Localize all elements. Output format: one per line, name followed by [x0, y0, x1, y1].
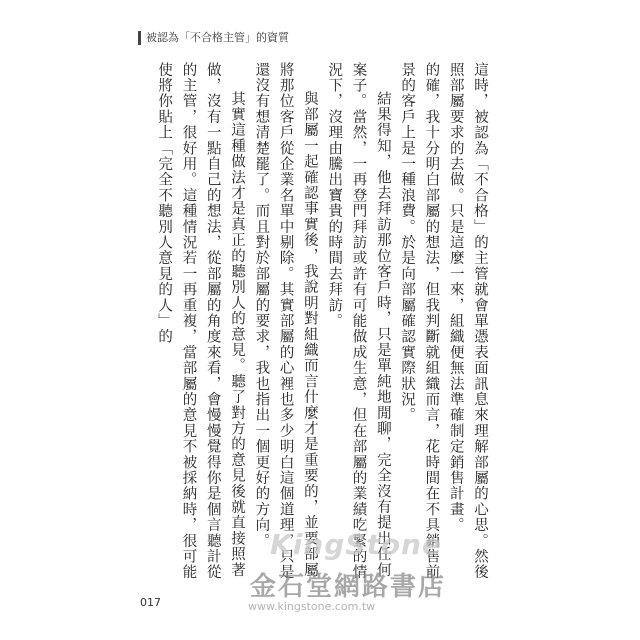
paragraph-2: 的確，我十分明白部屬的想法，但我判斷就組織而言，花時間在不具銷售前景的客戶上是一種浪費。於是向部屬確認實際狀況。 — [399, 62, 440, 581]
body-text-vertical — [156, 62, 492, 582]
paragraph-3: 結果得知，他去拜訪那位客戶時，只是單純地閒聊，完全沒有提出任何案子。當然，一再登門拜訪或許有可能做成生意，但在部屬的業績吃緊的情況下，沒理由騰出寶貴的時間去拜訪。 — [326, 62, 391, 581]
paragraph-1: 這時，被認為「不合格」的主管就會單憑表面訊息來理解部屬的心思。然後照部屬要求的去做。只是這麼一來，組織便無法準確制定銷售計畫。 — [447, 62, 488, 581]
page-number: 017 — [140, 596, 161, 609]
header-marker — [138, 31, 141, 45]
watermark-logo-text: KingStone — [270, 528, 442, 561]
watermark-brand: 金石堂網路書店 — [250, 572, 447, 602]
watermark-url: www.kingstone.com.tw — [248, 600, 376, 613]
paragraph-4: 與部屬一起確認事實後，我說明對組織而言什麼才是重要的，並要部屬將那位客戶從企業名單中剔除。其實部屬的心裡也多少明白這個道理，只是還沒有想清楚罷了。而且對於部屬的要求，我也指出一個更好的方向。 — [253, 62, 318, 581]
paragraph-5: 其實這種做法才是真正的聽別人的意見。聽了對方的意見後就直接照著做，沒有一點自己的想法，從部屬的角度來看，會慢慢覺得你是個言聽計從的主管，很好用。這種情況若一再重複，當部屬的意見不被採納時，很可能使將你貼上「完全不聽別人意見的人」的 — [156, 62, 246, 581]
chapter-header-title: 被認為「不合格主管」的資質 — [146, 31, 289, 44]
